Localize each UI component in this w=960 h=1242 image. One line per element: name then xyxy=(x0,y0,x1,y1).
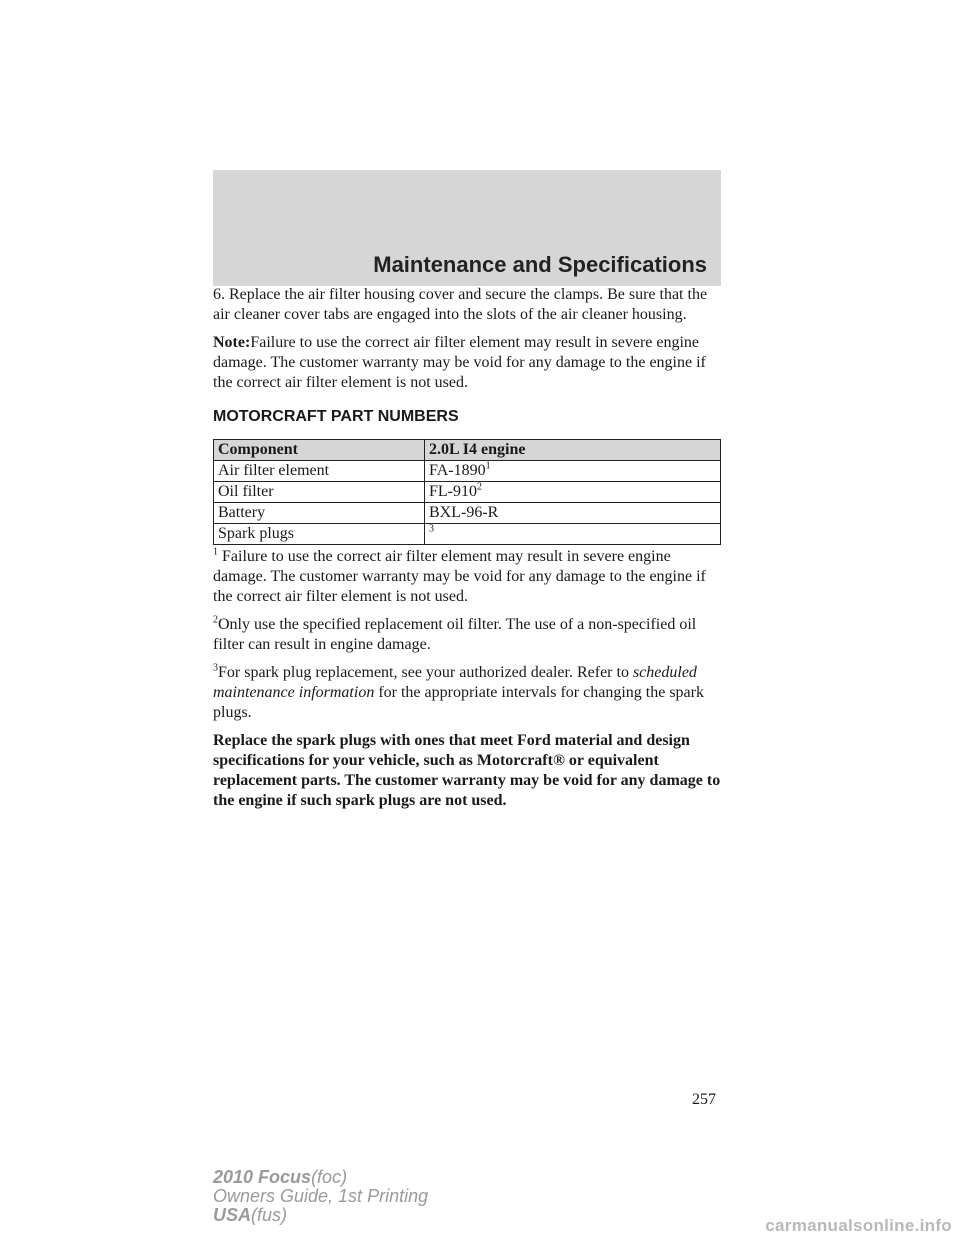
table-row xyxy=(214,461,721,482)
warning-paragraph: Replace the spark plugs with ones that meet Ford material and design specifications for your vehicle, such as Motorcraft® or equivalent replacement parts. The customer warranty may be void for any damage to the engine if such spark plugs are not used. xyxy=(213,732,721,809)
table-row xyxy=(214,524,721,545)
section-heading: MOTORCRAFT PART NUMBERS xyxy=(213,408,459,425)
table-cell-component: Oil filter xyxy=(214,482,425,503)
page-content xyxy=(213,285,725,819)
footer-model: 2010 Focus xyxy=(213,1167,312,1187)
footnote-mark: 3 xyxy=(213,662,218,674)
part-number: FL-910 xyxy=(429,483,477,500)
note-text: Failure to use the correct air filter element may result in severe engine damage. The customer warranty may be void for any damage to the engine if the correct air filter element is not used. xyxy=(213,334,706,391)
footer-market-code: (fus) xyxy=(251,1205,288,1225)
footnote-2 xyxy=(213,615,725,655)
print-footer xyxy=(213,1168,428,1225)
table-header-component: Component xyxy=(214,440,425,461)
table-cell-part xyxy=(425,461,721,482)
note-paragraph xyxy=(213,333,725,393)
footnote-ref: 2 xyxy=(477,481,482,493)
footer-model-code: (foc) xyxy=(311,1167,348,1187)
footnote-ref: 1 xyxy=(485,460,491,472)
table-cell-component: Spark plugs xyxy=(214,524,425,545)
cross-reference: scheduled maintenance information xyxy=(213,664,697,701)
part-number: FA-1890 xyxy=(429,462,486,479)
footnote-text: for the appropriate intervals for changing the spark plugs. xyxy=(213,684,704,721)
table-cell-part xyxy=(425,503,721,524)
watermark-logo: carmanualsonline.info xyxy=(765,1216,952,1235)
page-number: 257 xyxy=(692,1091,716,1108)
footnote-text: Only use the specified replacement oil filter. The use of a non-specified oil filter can result in engine damage. xyxy=(213,616,697,653)
footnote-3 xyxy=(213,663,725,723)
table-cell-part xyxy=(425,524,721,545)
footnote-text: Failure to use the correct air filter element may result in severe engine damage. The customer warranty may be void for any damage to the engine if the correct air filter element is not used. xyxy=(213,548,706,605)
table-header-row xyxy=(214,440,721,461)
footer-line-1 xyxy=(213,1168,428,1187)
table-row xyxy=(214,503,721,524)
footer-market: USA xyxy=(213,1205,252,1225)
parts-table xyxy=(213,439,721,545)
note-label: Note: xyxy=(213,334,251,351)
table-cell-component: Air filter element xyxy=(214,461,425,482)
table-cell-part xyxy=(425,482,721,503)
table-cell-component: Battery xyxy=(214,503,425,524)
table-header-engine: 2.0L I4 engine xyxy=(425,440,721,461)
step-6-paragraph: 6. Replace the air filter housing cover and secure the clamps. Be sure that the air cleaner cover tabs are engaged into the slots of the air cleaner housing. xyxy=(213,286,708,323)
footer-line-3 xyxy=(213,1206,428,1225)
footnote-mark: 2 xyxy=(213,614,218,626)
footnote-1 xyxy=(213,547,725,607)
footnote-text: For spark plug replacement, see your authorized dealer. Refer to xyxy=(218,664,633,681)
footnote-mark: 1 xyxy=(213,546,218,558)
part-number: BXL-96-R xyxy=(429,504,499,521)
table-row xyxy=(214,482,721,503)
section-header-band xyxy=(213,170,721,286)
section-title: Maintenance and Specifications xyxy=(373,252,707,277)
footer-line-2: Owners Guide, 1st Printing xyxy=(213,1186,429,1206)
footnote-ref: 3 xyxy=(429,523,434,535)
